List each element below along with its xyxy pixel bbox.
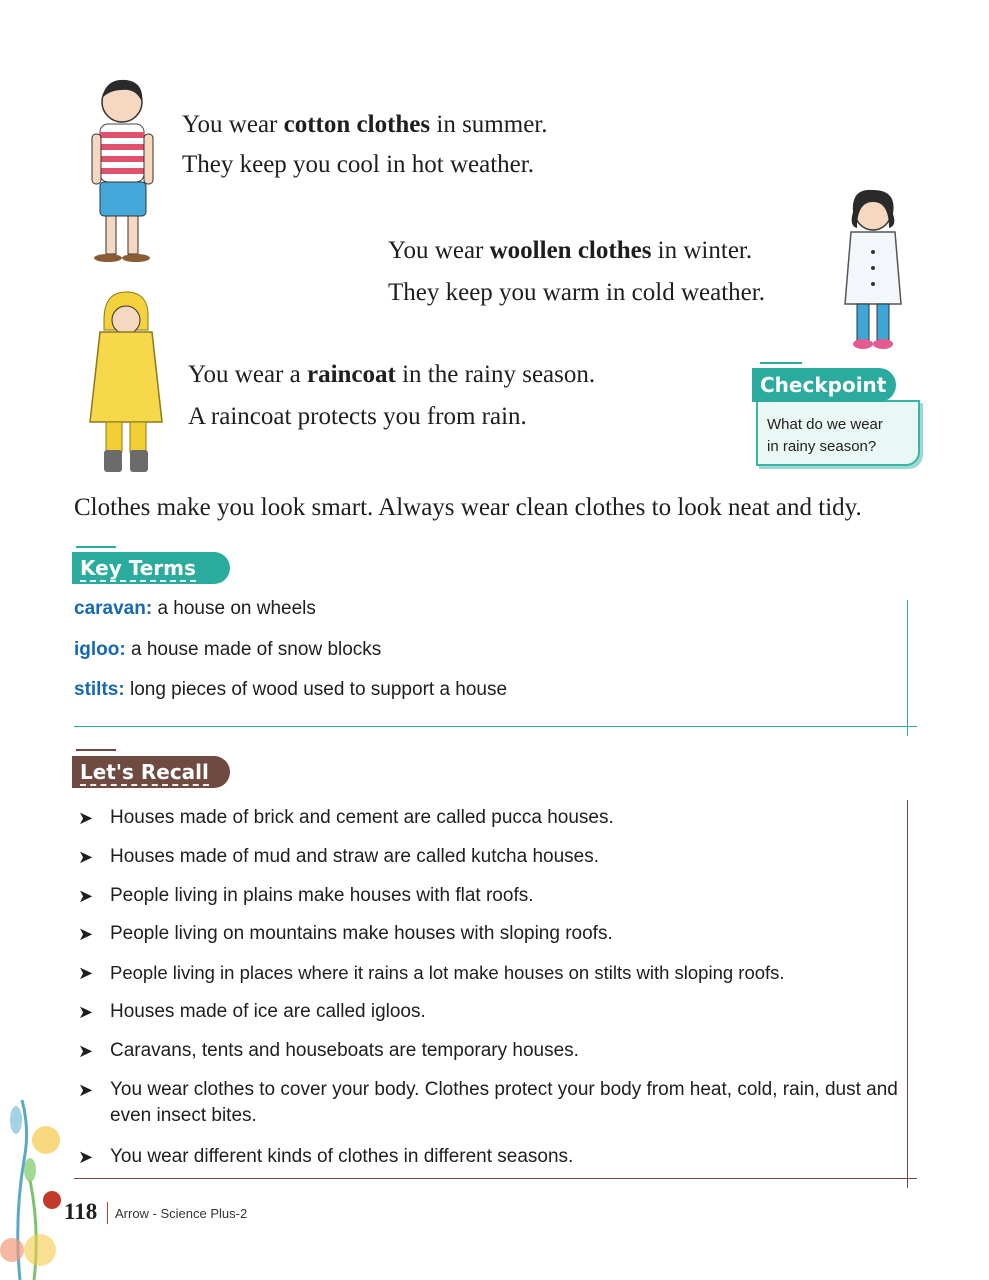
- key-term-stilts: stilts: long pieces of wood used to support a house: [74, 679, 508, 700]
- recall-item: ➤ People living in places where it rains a lot make houses on stilts with sloping roofs.: [78, 960, 908, 986]
- recall-item: ➤ Houses made of mud and straw are called kutcha houses.: [78, 844, 908, 871]
- key-term-igloo: igloo: a house made of snow blocks: [74, 639, 382, 660]
- page-number: 118: [64, 1199, 98, 1224]
- recall-item: ➤ People living in plains make houses with flat roofs.: [78, 883, 908, 910]
- recall-bottom-rule: [74, 1178, 917, 1179]
- recall-top-line: [76, 749, 116, 751]
- key-terms-bottom-rule: [74, 726, 917, 727]
- illus-rain-line2: A raincoat protects you from rain.: [188, 403, 527, 430]
- arrow-bullet-icon: ➤: [78, 963, 94, 983]
- illus-rain-line1: You wear a raincoat in the rainy season.: [188, 361, 596, 388]
- recall-item: ➤ You wear different kinds of clothes in different seasons.: [78, 1144, 908, 1171]
- key-terms-top-line: [76, 546, 116, 548]
- book-title: Arrow - Science Plus-2: [115, 1206, 248, 1221]
- girl-winter-illustration: [833, 186, 913, 356]
- illus-summer-line2: They keep you cool in hot weather.: [182, 151, 534, 178]
- arrow-bullet-icon: ➤: [78, 1041, 94, 1061]
- arrow-bullet-icon: ➤: [78, 808, 94, 828]
- arrow-bullet-icon: ➤: [78, 1080, 94, 1100]
- arrow-bullet-icon: ➤: [78, 886, 94, 906]
- arrow-bullet-icon: ➤: [78, 1147, 94, 1167]
- floral-decoration-icon: [0, 1100, 70, 1280]
- checkpoint-question-line2: in rainy season?: [767, 438, 877, 455]
- boy-summer-illustration: [70, 74, 170, 274]
- summary-sentence: Clothes make you look smart. Always wear clean clothes to look neat and tidy.: [74, 494, 862, 521]
- checkpoint-top-line: [760, 362, 802, 364]
- footer-divider: [107, 1202, 108, 1224]
- arrow-bullet-icon: ➤: [78, 1002, 94, 1022]
- key-terms-right-rule: [907, 600, 908, 736]
- recall-item: ➤ Houses made of brick and cement are called pucca houses.: [78, 805, 908, 832]
- illus-winter-line2: They keep you warm in cold weather.: [388, 279, 765, 306]
- child-raincoat-illustration: [80, 290, 172, 480]
- arrow-bullet-icon: ➤: [78, 847, 94, 867]
- illus-summer-line1: You wear cotton clothes in summer.: [182, 111, 548, 138]
- recall-heading: Let's Recall: [72, 756, 230, 788]
- checkpoint-box: [756, 400, 920, 466]
- key-term-caravan: caravan: a house on wheels: [74, 598, 316, 619]
- recall-item: ➤ People living on mountains make houses with sloping roofs.: [78, 921, 908, 948]
- checkpoint-title: Checkpoint: [752, 368, 896, 402]
- arrow-bullet-icon: ➤: [78, 924, 94, 944]
- recall-item: ➤ Houses made of ice are called igloos.: [78, 999, 908, 1026]
- key-terms-heading: Key Terms: [72, 552, 230, 584]
- recall-item: ➤ Caravans, tents and houseboats are temporary houses.: [78, 1038, 908, 1065]
- checkpoint-question-line1: What do we wear: [767, 416, 883, 433]
- recall-item: ➤ You wear clothes to cover your body. Clothes protect your body from heat, cold, rain, dust and even insect bites.: [78, 1079, 898, 1126]
- illus-winter-line1: You wear woollen clothes in winter.: [388, 237, 753, 264]
